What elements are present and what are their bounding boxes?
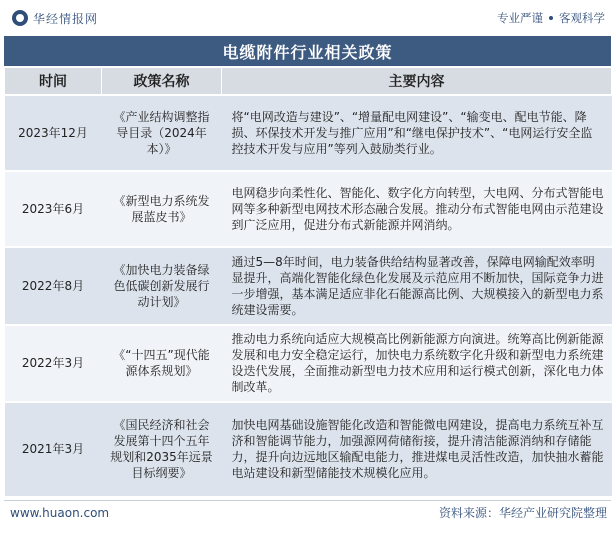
row-policy: 《加快电力装备绿色低碳创新发展行动计划》: [102, 247, 222, 325]
row-time: 2023年6月: [5, 171, 102, 247]
row-time: 2022年8月: [5, 247, 102, 325]
table-header-row: [5, 68, 612, 95]
row-time: 2021年3月: [5, 402, 102, 496]
row-content: 电网稳步向柔性化、智能化、数字化方向转型，大电网、分布式智能电网等多种新型电网技术形态融合发展。推动分布式智能电网由示范建设到广泛应用，促进分布式新能源并网消纳。: [222, 171, 612, 247]
table-row: [5, 402, 612, 496]
motto-left: 专业严谨: [497, 11, 543, 25]
brand: [12, 10, 98, 27]
table-row: [5, 247, 612, 325]
column-header-content: 主要内容: [222, 68, 612, 95]
policy-table: [4, 67, 612, 496]
row-policy: 《国民经济和社会发展第十四个五年规划和2035年远景目标纲要》: [102, 402, 222, 496]
brand-name: 华经情报网: [33, 11, 99, 26]
row-content: 加快电网基础设施智能化改造和智能微电网建设，提高电力系统互补互济和智能调节能力，加强源网荷储衔接，提升清洁能源消纳和存储能力，提升向边远地区输配电能力，推进煤电灵活性改造，加快抽水蓄能电站建设和新型储能技术规模化应用。: [222, 402, 612, 496]
row-content: 推动电力系统向适应大规模高比例新能源方向演进。统筹高比例新能源发展和电力安全稳定运行，加快电力系统数字化升级和新型电力系统建设迭代发展，全面推动新型电力技术应用和运行模式创新，深化电力体制改革。: [222, 325, 612, 402]
row-content: 将“电网改造与建设”、“增量配电网建设”、“输变电、配电节能、降损、环保技术开发与推广应用”和“继电保护技术”、“电网运行安全监控技术开发与应用”等列入鼓励类行业。: [222, 95, 612, 171]
table-row: [5, 95, 612, 171]
table-row: [5, 171, 612, 247]
table-row: [5, 325, 612, 402]
logo-icon: [12, 10, 28, 26]
bullet-icon: [549, 16, 553, 20]
row-policy: 《新型电力系统发展蓝皮书》: [102, 171, 222, 247]
row-policy: 《产业结构调整指导目录（2024年本）》: [102, 95, 222, 171]
row-policy: 《“十四五”现代能源体系规划》: [102, 325, 222, 402]
row-content: 通过5—8年时间，电力装备供给结构显著改善，保障电网输配效率明显提升，高端化智能化绿色化发展及示范应用不断加快，国际竞争力进一步增强，基本满足适应非化石能源高比例、大规模接入的新型电力系统建设需要。: [222, 247, 612, 325]
page-title: 电缆附件行业相关政策: [4, 36, 611, 66]
row-time: 2023年12月: [5, 95, 102, 171]
motto: [497, 10, 605, 26]
footer-website: www.huaon.com: [10, 505, 110, 520]
column-header-time: 时间: [5, 68, 102, 95]
column-header-policy: 政策名称: [102, 68, 222, 95]
row-time: 2022年3月: [5, 325, 102, 402]
footer: [0, 500, 615, 525]
footer-source: 资料来源：华经产业研究院整理: [438, 506, 607, 520]
motto-right: 客观科学: [559, 11, 605, 25]
top-bar: [0, 0, 615, 36]
